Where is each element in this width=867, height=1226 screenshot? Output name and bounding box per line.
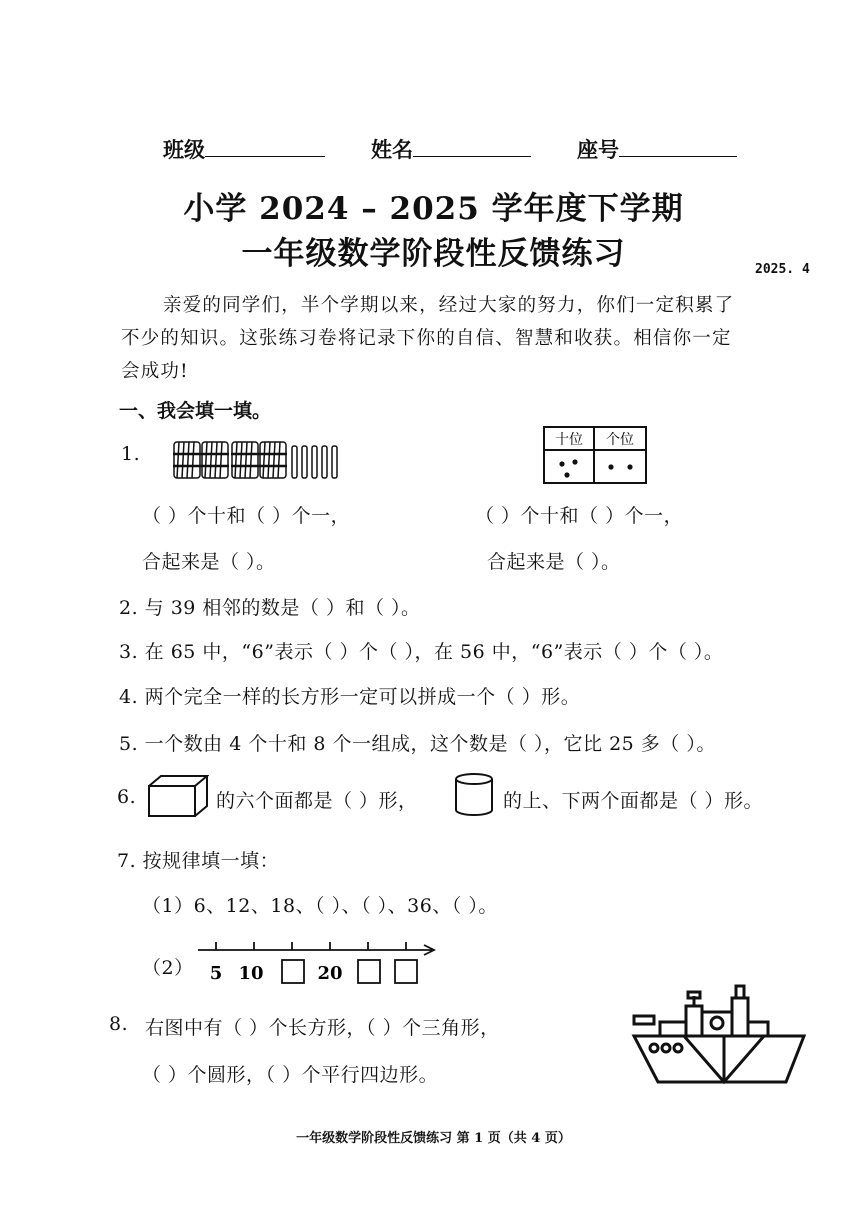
- place-value-table: [543, 426, 647, 484]
- stick-bundle-icon: [201, 442, 229, 478]
- tens-header: 十位: [555, 432, 583, 448]
- name-field: [371, 134, 531, 164]
- q2-text: 2. 与 39 相邻的数是（ ）和（ ）。: [119, 597, 421, 619]
- q6-part2: 的上、下两个面都是（ ）形。: [503, 790, 764, 812]
- tick-label-1: 5: [209, 963, 223, 984]
- bundles-illustration: [170, 438, 350, 484]
- stick-bundle-icon: [231, 442, 259, 478]
- name-label: 姓名: [371, 137, 413, 162]
- q1-right-line2: 合起来是（ ）。: [487, 551, 621, 573]
- q4-text: 4. 两个完全一样的长方形一定可以拼成一个（ ）形。: [119, 686, 581, 708]
- class-label: 班级: [163, 137, 205, 162]
- q5-text: 5. 一个数由 4 个十和 8 个一组成，这个数是（ ），它比 25 多（ ）。: [119, 733, 716, 755]
- section-title: 一、我会填一填。: [119, 400, 272, 422]
- q3-text: 3. 在 65 中，“6”表示（ ）个（ ），在 56 中，“6”表示（ ）个（ ）。: [119, 641, 724, 663]
- answer-box-3[interactable]: [395, 960, 417, 983]
- name-blank[interactable]: [413, 136, 531, 157]
- q1-left-line1: （ ）个十和（ ）个一，: [142, 505, 351, 527]
- q6-number: 6.: [117, 786, 137, 808]
- intro-line2: 不少的知识。这张练习卷将记录下你的自信、智慧和收获。相信你一定: [121, 328, 732, 349]
- class-blank[interactable]: [205, 136, 325, 157]
- number-line: [196, 934, 442, 988]
- stick-bundle-icon: [173, 442, 201, 478]
- tick-label-4: 20: [317, 963, 343, 984]
- answer-box-2[interactable]: [358, 960, 380, 983]
- title-line1: 小学 2024 – 2025 学年度下学期: [183, 191, 684, 227]
- ones-dots: [608, 464, 632, 469]
- ship-illustration: [628, 978, 808, 1090]
- q8-number: 8.: [109, 1013, 129, 1035]
- footer: 一年级数学阶段性反馈练习 第 1 页（共 4 页）: [296, 1131, 571, 1146]
- q8-line1: 右图中有（ ）个长方形，（ ）个三角形，: [145, 1017, 500, 1039]
- tens-dots: [559, 459, 577, 477]
- q1-left-line2: 合起来是（ ）。: [142, 551, 276, 573]
- intro-line1: 亲爱的同学们，半个学期以来，经过大家的努力，你们一定积累了: [163, 295, 735, 316]
- seat-blank[interactable]: [619, 136, 737, 157]
- q8-line2: （ ）个圆形，（ ）个平行四边形。: [142, 1064, 439, 1086]
- cuboid-icon: [147, 774, 209, 818]
- q7-sub2-label: （2）: [142, 957, 194, 979]
- q1-number: 1.: [121, 443, 141, 465]
- title-line2: 一年级数学阶段性反馈练习: [241, 236, 626, 272]
- seat-label: 座号: [577, 137, 619, 162]
- single-sticks-icon: [292, 446, 337, 478]
- class-field: [163, 134, 325, 164]
- date: 2025. 4: [755, 262, 810, 277]
- tick-label-2: 10: [238, 963, 264, 984]
- q1-right-line1: （ ）个十和（ ）个一，: [475, 505, 684, 527]
- q7-text: 7. 按规律填一填：: [117, 850, 280, 872]
- q6-part1: 的六个面都是（ ）形，: [216, 790, 418, 812]
- intro-line3: 会成功!: [121, 361, 189, 382]
- q7-sub1: （1）6、12、18、（ ）、（ ）、36、（ ）。: [142, 895, 498, 917]
- cylinder-icon: [453, 772, 495, 818]
- answer-box-1[interactable]: [282, 960, 304, 983]
- seat-field: [577, 134, 737, 164]
- ones-header: 个位: [606, 432, 634, 448]
- stick-bundle-icon: [259, 442, 287, 478]
